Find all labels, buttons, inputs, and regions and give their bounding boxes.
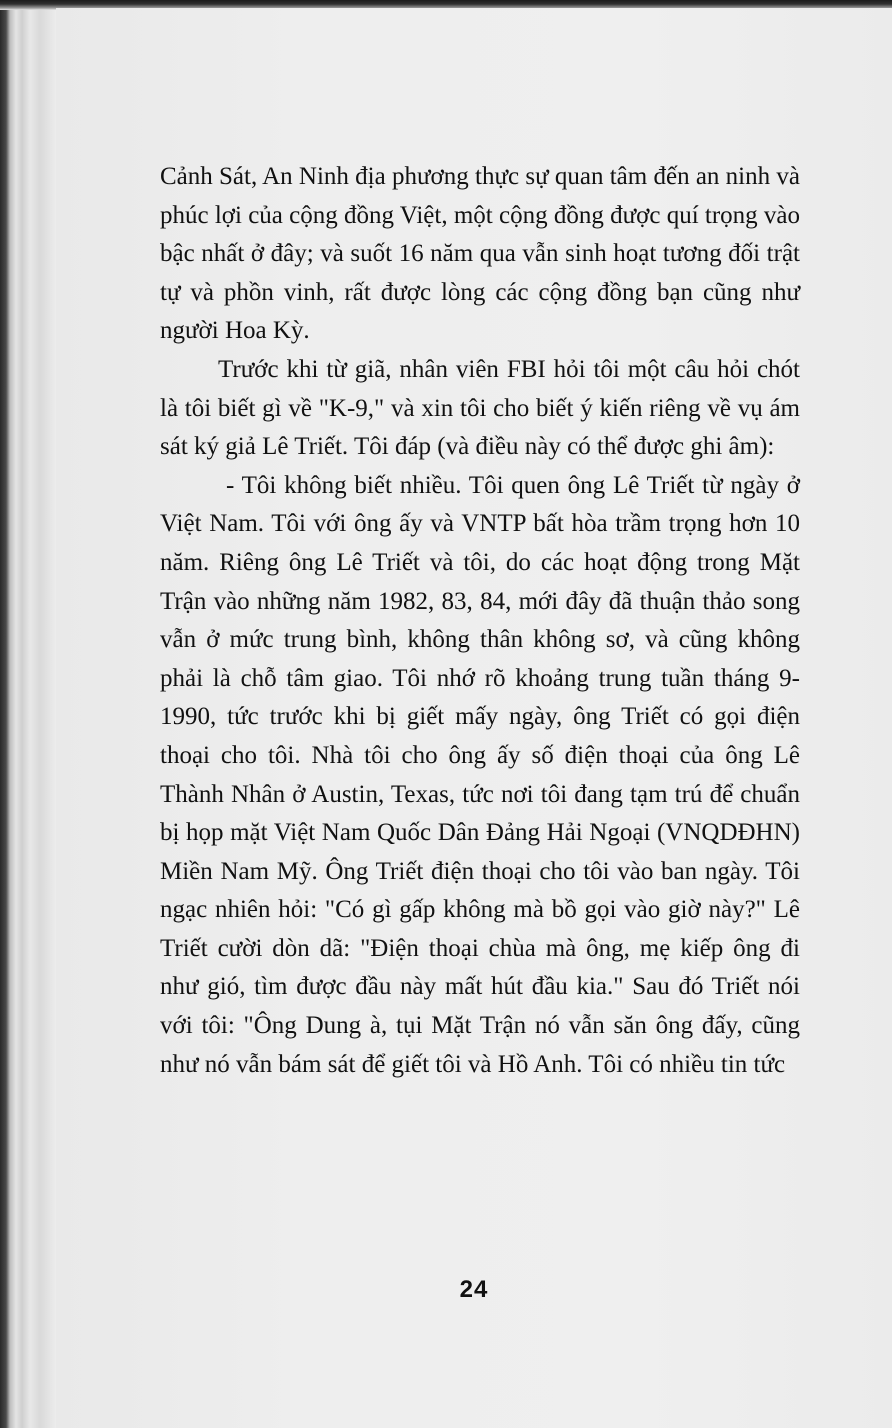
paragraph-2: Trước khi từ giã, nhân viên FBI hỏi tôi một câu hỏi chót là tôi biết gì về "K-9," và xin tôi cho biết ý kiến riêng về vụ ám sát ký giả Lê Triết. Tôi đáp (và điều này có thể được ghi âm): — [160, 355, 800, 461]
page-body-text — [160, 158, 800, 1084]
book-spine-edge — [0, 0, 56, 1428]
paragraph-1: Cảnh Sát, An Ninh địa phương thực sự quan tâm đến an ninh và phúc lợi của cộng đồng Việt, một cộng đồng được quí trọng vào bậc nhất ở đây; và suốt 16 năm qua vẫn sinh hoạt tương đối trật tự và phồn vinh, rất được lòng các cộng đồng bạn cũng như người Hoa Kỳ. — [160, 163, 801, 345]
page-number: 24 — [459, 1276, 489, 1303]
book-page — [56, 8, 892, 1428]
paragraph-3: - Tôi không biết nhiều. Tôi quen ông Lê Triết từ ngày ở Việt Nam. Tôi với ông ấy và VNTP bất hòa trầm trọng hơn 10 năm. Riêng ông Lê Triết và tôi, do các hoạt động trong Mặt Trận vào những năm 1982, 83, 84, mới đây đã thuận thảo song vẫn ở mức trung bình, không thân không sơ, và cũng không phải là chỗ tâm giao. Tôi nhớ rõ khoảng trung tuần tháng 9-1990, tức trước khi bị giết mấy ngày, ông Triết có gọi điện thoại cho tôi. Nhà tôi cho ông ấy số điện thoại của ông Lê Thành Nhân ở Austin, Texas, tức nơi tôi đang tạm trú để chuẩn bị họp mặt Việt Nam Quốc Dân Đảng Hải Ngoại (VNQDĐHN) Miền Nam Mỹ. Ông Triết điện thoại cho tôi vào ban ngày. Tôi ngạc nhiên hỏi: "Có gì gấp không mà bồ gọi vào giờ này?" Lê Triết cười dòn dã: "Điện thoại chùa mà ông, mẹ kiếp ông đi như gió, tìm được đầu này mất hút đầu kia." Sau đó Triết nói với tôi: "Ông Dung à, tụi Mặt Trận nó vẫn săn ông đấy, cũng như nó vẫn bám sát để giết tôi và Hồ Anh. Tôi có nhiều tin tức — [160, 471, 800, 1078]
